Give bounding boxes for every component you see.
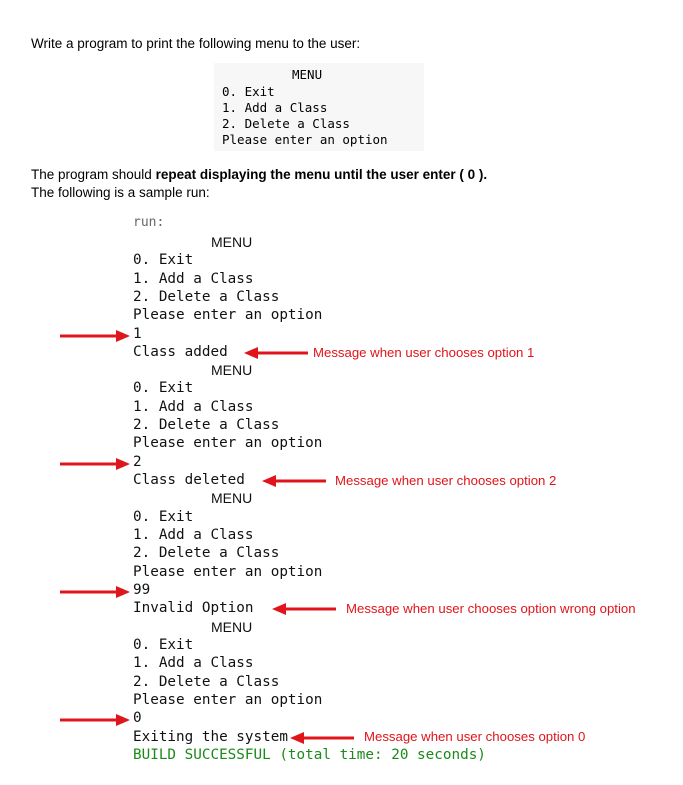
run-response: Invalid Option — [133, 600, 254, 616]
run-menu-title: MENU — [211, 619, 253, 635]
menu-example-line: 2. Delete a Class — [222, 116, 350, 131]
run-menu-line: 1. Add a Class — [133, 271, 254, 287]
run-menu-line: Please enter an option — [133, 307, 323, 323]
run-input: 1 — [133, 326, 142, 342]
run-input: 0 — [133, 710, 142, 726]
instruction-bold: repeat displaying the menu until the user enter ( 0 ) — [155, 167, 484, 182]
run-menu-line: 1. Add a Class — [133, 527, 254, 543]
run-menu-line: 2. Delete a Class — [133, 417, 280, 433]
run-input: 99 — [133, 582, 151, 598]
annotation-arrow-icon — [244, 346, 308, 360]
run-menu-line: 0. Exit — [133, 252, 194, 268]
annotation-arrow-icon — [290, 731, 354, 745]
run-menu-line: 2. Delete a Class — [133, 674, 280, 690]
run-response: Class added — [133, 344, 228, 360]
run-menu-title: MENU — [211, 362, 253, 378]
input-arrow-icon — [60, 713, 130, 727]
annotation-arrow-icon — [272, 602, 336, 616]
input-arrow-icon — [60, 457, 130, 471]
input-arrow-icon — [60, 585, 130, 599]
input-arrow-icon — [60, 329, 130, 343]
instruction-part1: The program should — [31, 167, 156, 182]
instruction-text — [31, 167, 487, 182]
menu-example-title: MENU — [292, 67, 323, 82]
run-menu-line: 0. Exit — [133, 509, 194, 525]
run-menu-line: 2. Delete a Class — [133, 289, 280, 305]
run-menu-line: Please enter an option — [133, 692, 323, 708]
annotation-label: Message when user chooses option 0 — [364, 729, 586, 744]
run-menu-line: 0. Exit — [133, 637, 194, 653]
run-input: 2 — [133, 454, 142, 470]
run-menu-line: 1. Add a Class — [133, 655, 254, 671]
menu-example-line: Please enter an option — [222, 132, 388, 147]
run-menu-line: Please enter an option — [133, 435, 323, 451]
run-menu-title: MENU — [211, 234, 253, 250]
run-menu-title: MENU — [211, 490, 253, 506]
sample-run-intro: The following is a sample run: — [31, 185, 210, 200]
run-menu-line: 1. Add a Class — [133, 399, 254, 415]
run-menu-line: Please enter an option — [133, 564, 323, 580]
annotation-arrow-icon — [262, 474, 326, 488]
intro-text: Write a program to print the following menu to the user: — [31, 36, 361, 51]
run-menu-line: 0. Exit — [133, 380, 194, 396]
menu-example-line: 1. Add a Class — [222, 100, 328, 115]
annotation-label: Message when user chooses option 1 — [313, 345, 535, 360]
run-label: run: — [133, 215, 165, 230]
run-response: Class deleted — [133, 472, 245, 488]
annotation-label: Message when user chooses option wrong option — [346, 601, 636, 616]
menu-example-line: 0. Exit — [222, 84, 275, 99]
run-response: Exiting the system — [133, 729, 288, 745]
annotation-label: Message when user chooses option 2 — [335, 473, 557, 488]
menu-example-box — [214, 63, 424, 151]
instruction-period: . — [483, 167, 488, 182]
build-status: BUILD SUCCESSFUL (total time: 20 seconds) — [133, 747, 486, 763]
run-menu-line: 2. Delete a Class — [133, 545, 280, 561]
